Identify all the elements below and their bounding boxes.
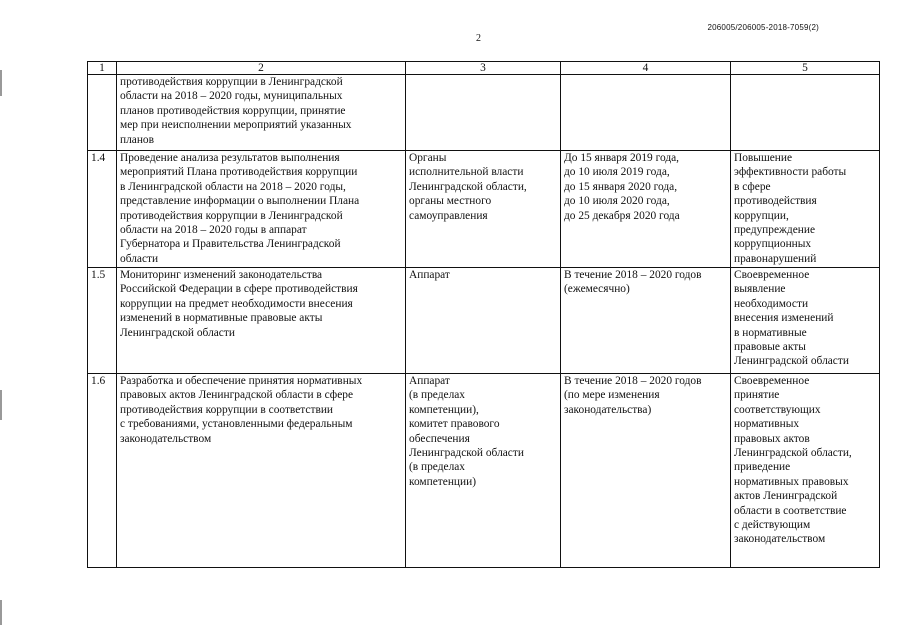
item-number: [88, 75, 117, 151]
executor-cell: [406, 75, 561, 151]
item-number: 1.6: [88, 374, 117, 568]
action-plan-table: [87, 61, 880, 568]
item-number: 1.5: [88, 268, 117, 374]
measure-cell: Мониторинг изменений законодательства Российской Федерации в сфере противодействия коррупции на предмет необходимости внесения изменений в нормативные правовые акты Ленинградской области: [117, 268, 406, 374]
scan-edge-mark: [0, 600, 2, 625]
scan-edge-mark: [0, 390, 2, 420]
table-row: [88, 374, 880, 568]
measure-cell: Проведение анализа результатов выполнения мероприятий Плана противодействия коррупции в Ленинградской области на 2018 – 2020 годы, представление информации о выполнении Плана противодействия коррупции в Ленинградской области на 2018 – 2020 годы в аппарат Губернатора и Правительства Ленинградской области: [117, 151, 406, 268]
table-row: [88, 268, 880, 374]
column-number: 2: [117, 62, 406, 75]
measure-cell: Разработка и обеспечение принятия нормативных правовых актов Ленинградской области в сфере противодействия коррупции в соответствии с требованиями, установленными федеральным законодательством: [117, 374, 406, 568]
page-number: 2: [476, 33, 481, 44]
column-number: 4: [561, 62, 731, 75]
deadline-cell: В течение 2018 – 2020 годов (по мере изменения законодательства): [561, 374, 731, 568]
column-number: 5: [731, 62, 880, 75]
result-cell: [731, 75, 880, 151]
deadline-cell: В течение 2018 – 2020 годов (ежемесячно): [561, 268, 731, 374]
item-number: 1.4: [88, 151, 117, 268]
executor-cell: Аппарат (в пределах компетенции), комитет правового обеспечения Ленинградской области (в пределах компетенции): [406, 374, 561, 568]
table-row: [88, 75, 880, 151]
deadline-cell: [561, 75, 731, 151]
scan-edge-mark: [0, 70, 2, 96]
result-cell: Повышение эффективности работы в сфере противодействия коррупции, предупреждение коррупционных правонарушений: [731, 151, 880, 268]
column-number-row: [88, 62, 880, 75]
table-row: [88, 151, 880, 268]
document-id: 206005/206005-2018-7059(2): [707, 23, 819, 32]
executor-cell: Аппарат: [406, 268, 561, 374]
column-number: 3: [406, 62, 561, 75]
measure-cell: противодействия коррупции в Ленинградской области на 2018 – 2020 годы, муниципальных планов противодействия коррупции, принятие мер при неисполнении мероприятий указанных планов: [117, 75, 406, 151]
result-cell: Своевременное выявление необходимости внесения изменений в нормативные правовые акты Ленинградской области: [731, 268, 880, 374]
result-cell: Своевременное принятие соответствующих нормативных правовых актов Ленинградской области, приведение нормативных правовых актов Ленинградской области в соответствие с действующим законодательством: [731, 374, 880, 568]
column-number: 1: [88, 62, 117, 75]
deadline-cell: До 15 января 2019 года, до 10 июля 2019 года, до 15 января 2020 года, до 10 июля 2020 года, до 25 декабря 2020 года: [561, 151, 731, 268]
executor-cell: Органы исполнительной власти Ленинградской области, органы местного самоуправления: [406, 151, 561, 268]
